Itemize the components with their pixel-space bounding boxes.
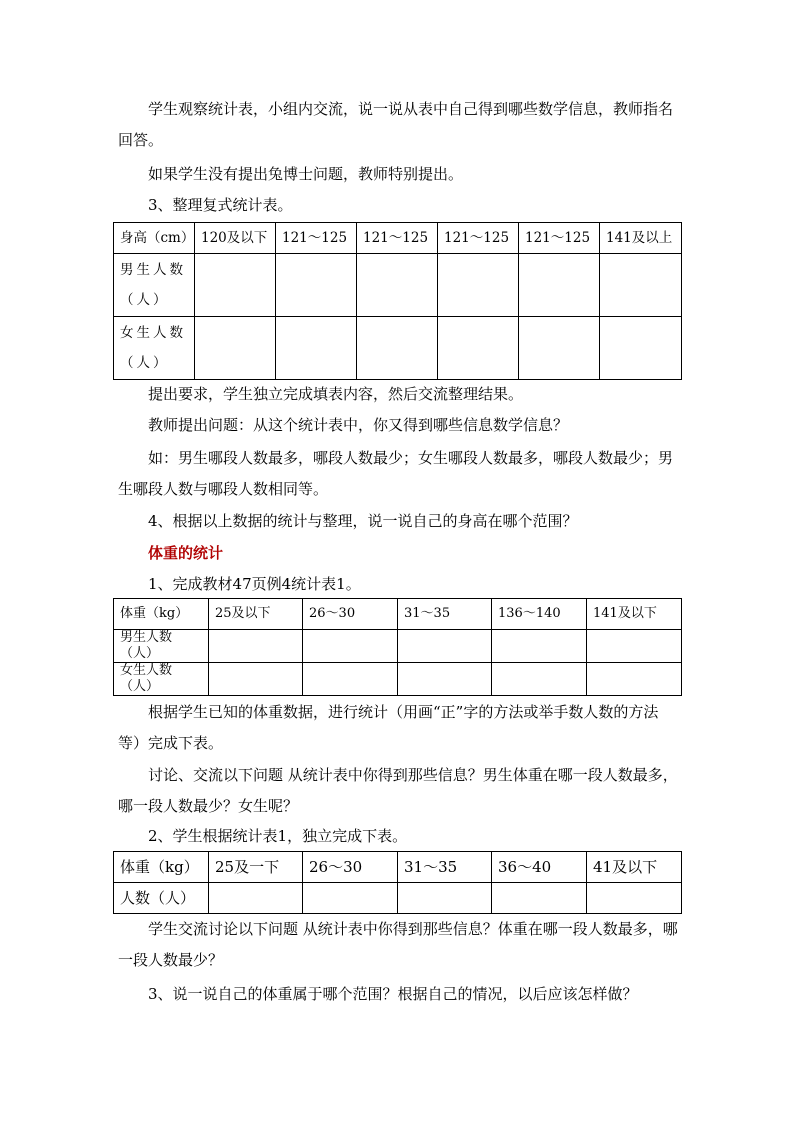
header-cell: 26～30 [303,599,398,630]
table-cell [600,317,682,380]
row-label-boys: 男生人数（人） [114,630,209,663]
header-cell: 身高（cm） [114,223,195,254]
header-cell: 体重（kg） [114,852,209,883]
row-label-girls [114,317,195,380]
header-cell: 121～125 [276,223,357,254]
table-cell [438,317,519,380]
table-cell [519,317,600,380]
header-cell: 120及以下 [195,223,276,254]
table-cell [209,630,303,663]
table-cell [303,630,398,663]
header-cell: 体重（kg） [114,599,209,630]
table-cell [195,254,276,317]
table-cell [303,883,398,914]
paragraph-teacher-question: 教师提出问题：从这个统计表中，你又得到哪些信息数学信息？ [148,416,569,434]
paragraph-example: 如：男生哪段人数最多，哪段人数最少；女生哪段人数最多，哪段人数最少；男生哪段人数与哪段人数相同等。 [118,449,674,498]
step-2-heading: 2、学生根据统计表1，独立完成下表。 [148,827,408,845]
paragraph-requirement: 提出要求，学生独立完成填表内容，然后交流整理结果。 [148,385,524,403]
paragraph-student-discussion: 学生交流讨论以下问题 从统计表中你得到那些信息？体重在哪一段人数最多，哪一段人数最少？ [118,920,678,969]
table-header-row [114,599,682,630]
paragraph-rabbit: 如果学生没有提出兔博士问题，教师特别提出。 [148,165,464,183]
paragraph-tally: 根据学生已知的体重数据，进行统计（用画“正”字的方法或举手数人数的方法等）完成下表。 [118,703,659,752]
header-cell: 141及以下 [587,599,682,630]
row-label-line1: 女生人数 [120,325,186,341]
table-cell [398,663,492,696]
step-1-heading: 1、完成教材47页例4统计表1。 [148,575,361,593]
table-cell [357,254,438,317]
row-label-line2: （人） [120,292,170,308]
table-header-row [114,223,682,254]
table-cell [195,317,276,380]
table-cell [600,254,682,317]
table-cell [587,883,682,914]
table-cell [492,663,587,696]
step-3-heading: 3、整理复式统计表。 [148,196,293,214]
paragraph-observe: 学生观察统计表，小组内交流，说一说从表中自己得到哪些数学信息，教师指名回答。 [118,100,674,149]
header-cell: 141及以上 [600,223,682,254]
table-cell [303,663,398,696]
header-cell: 36～40 [492,852,587,883]
table-cell [492,630,587,663]
header-cell: 121～125 [438,223,519,254]
header-cell: 31～35 [398,852,492,883]
step-3-weight-heading: 3、说一说自己的体重属于哪个范围？根据自己的情况，以后应该怎样做？ [148,985,638,1003]
table-cell [438,254,519,317]
table-cell [519,254,600,317]
table-cell [209,663,303,696]
paragraph-discussion: 讨论、交流以下问题 从统计表中你得到那些信息？男生体重在哪一段人数最多，哪一段人数最少？女生呢？ [118,766,678,815]
table-cell [587,630,682,663]
table-cell [276,254,357,317]
step-4-heading: 4、根据以上数据的统计与整理，说一说自己的身高在哪个范围？ [148,512,578,530]
row-label-line1: 男生人数 [120,262,186,278]
row-label-count: 人数（人） [114,883,209,914]
header-cell: 136～140 [492,599,587,630]
header-cell: 31～35 [398,599,492,630]
table-cell [357,317,438,380]
table-cell [398,630,492,663]
table-row [114,883,682,914]
weight-table-1 [113,598,682,696]
table-cell [276,317,357,380]
table-cell [492,883,587,914]
row-label-line2: （人） [120,355,170,371]
header-cell: 25及以下 [209,599,303,630]
header-cell: 41及以下 [587,852,682,883]
row-label-boys [114,254,195,317]
table-header-row [114,852,682,883]
table-row [114,663,682,696]
header-cell: 121～125 [519,223,600,254]
table-cell [209,883,303,914]
table-row [114,630,682,663]
section-heading: 体重的统计 [148,544,224,562]
height-table [113,222,682,380]
header-cell: 25及一下 [209,852,303,883]
header-cell: 26～30 [303,852,398,883]
table-row [114,317,682,380]
table-cell [587,663,682,696]
table-row [114,254,682,317]
row-label-girls: 女生人数（人） [114,663,209,696]
header-cell: 121～125 [357,223,438,254]
table-cell [398,883,492,914]
weight-table-2 [113,851,682,914]
